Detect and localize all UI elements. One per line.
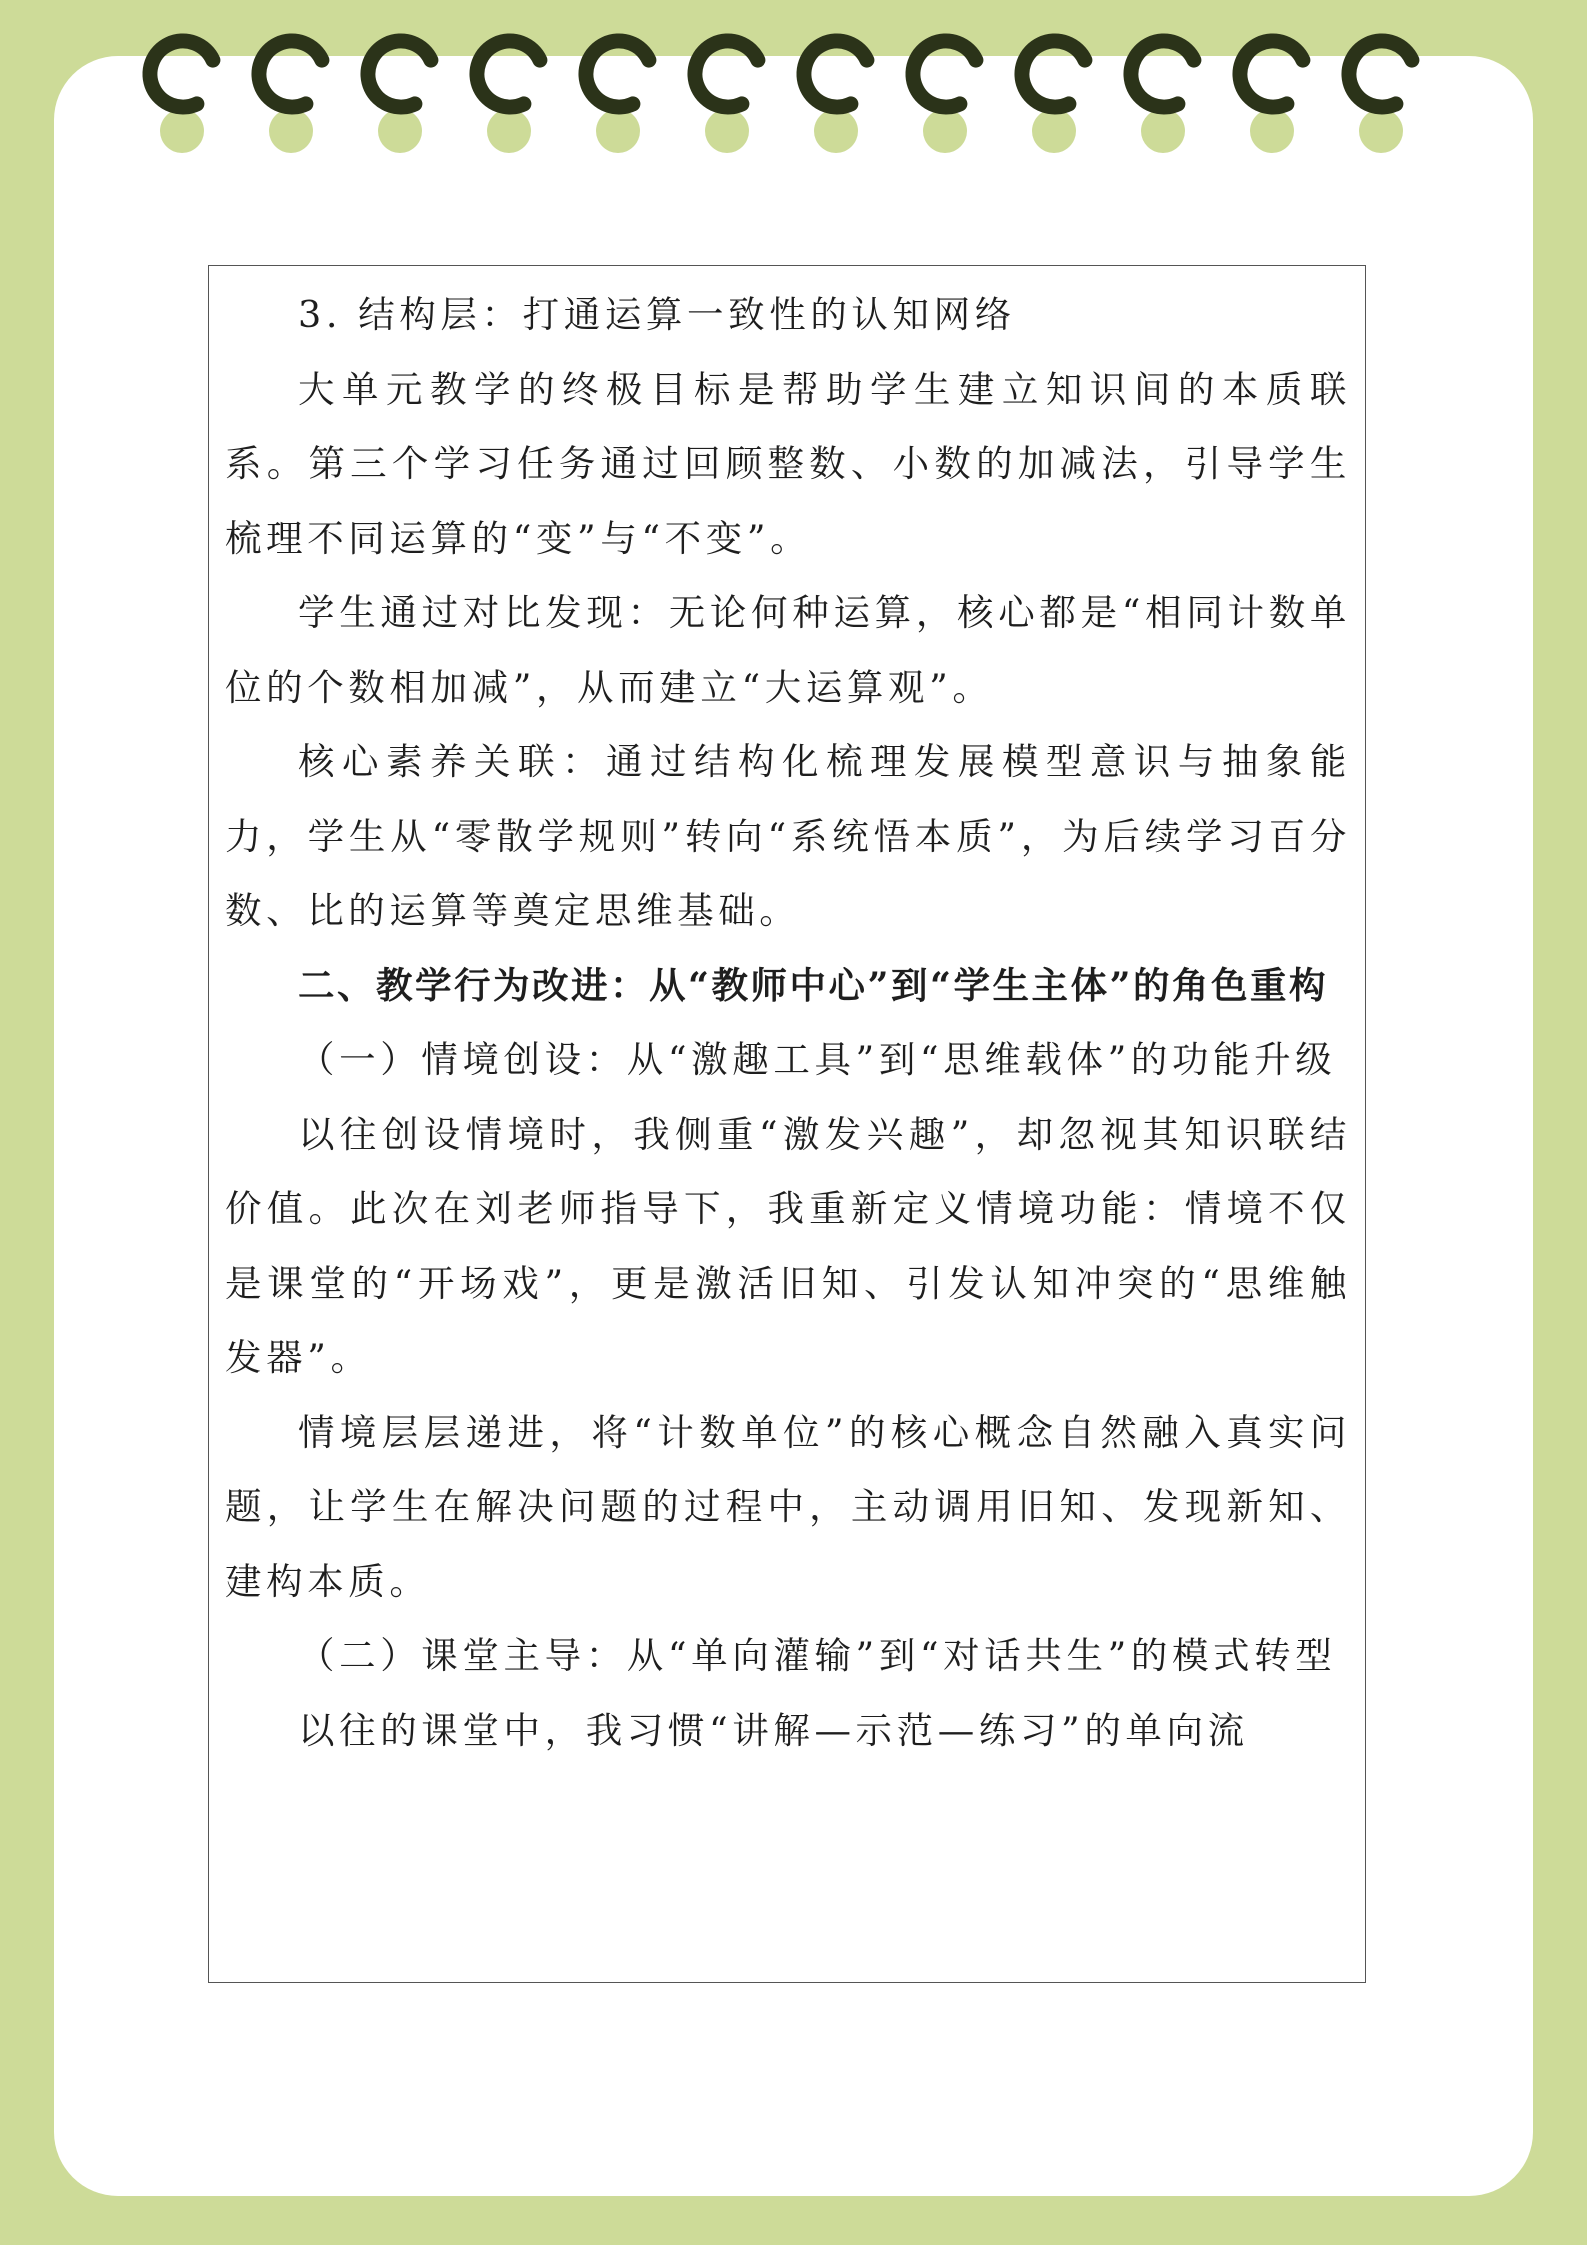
paragraph: 大单元教学的终极目标是帮助学生建立知识间的本质联系。第三个学习任务通过回顾整数、小数的加减法，引导学生梳理不同运算的“变”与“不变”。 [225, 367, 1351, 560]
document-body [225, 278, 1351, 1768]
paragraph: 以往的课堂中，我习惯“讲解—示范—练习”的单向流 [298, 1708, 1249, 1752]
section-subheading: （一）情境创设：从“激趣工具”到“思维载体”的功能升级 [298, 1038, 1337, 1081]
binder-ring-icon [1349, 41, 1412, 153]
binder-ring-icon [1131, 41, 1194, 153]
section-subheading: 3. 结构层：打通运算一致性的认知网络 [298, 293, 1016, 336]
paragraph: 以往创设情境时，我侧重“激发兴趣”，却忽视其知识联结价值。此次在刘老师指导下，我重新定义情境功能：情境不仅是课堂的“开场戏”，更是激活旧知、引发认知冲突的“思维触发器”。 [225, 1112, 1351, 1379]
binder-ring-icon [1022, 41, 1085, 153]
binder-ring-icon [259, 41, 322, 153]
paragraph: 情境层层递进，将“计数单位”的核心概念自然融入真实问题，让学生在解决问题的过程中，主动调用旧知、发现新知、建构本质。 [225, 1410, 1351, 1603]
binder-rings [0, 0, 1587, 170]
paragraph: 学生通过对比发现：无论何种运算，核心都是“相同计数单位的个数相加减”，从而建立“大运算观”。 [225, 591, 1351, 709]
binder-ring-icon [586, 41, 649, 153]
binder-ring-icon [913, 41, 976, 153]
binder-ring-icon [477, 41, 540, 153]
binder-ring-icon [1240, 41, 1303, 153]
binder-ring-icon [695, 41, 758, 153]
binder-ring-icon [150, 41, 213, 153]
binder-ring-icon [368, 41, 431, 153]
paragraph: 核心素养关联：通过结构化梳理发展模型意识与抽象能力，学生从“零散学规则”转向“系统悟本质”，为后续学习百分数、比的运算等奠定思维基础。 [225, 740, 1351, 932]
section-heading: 二、教学行为改进：从“教师中心”到“学生主体”的角色重构 [298, 963, 1328, 1007]
section-subheading: （二）课堂主导：从“单向灌输”到“对话共生”的模式转型 [298, 1634, 1337, 1677]
binder-ring-icon [804, 41, 867, 153]
text-frame [208, 265, 1366, 1983]
